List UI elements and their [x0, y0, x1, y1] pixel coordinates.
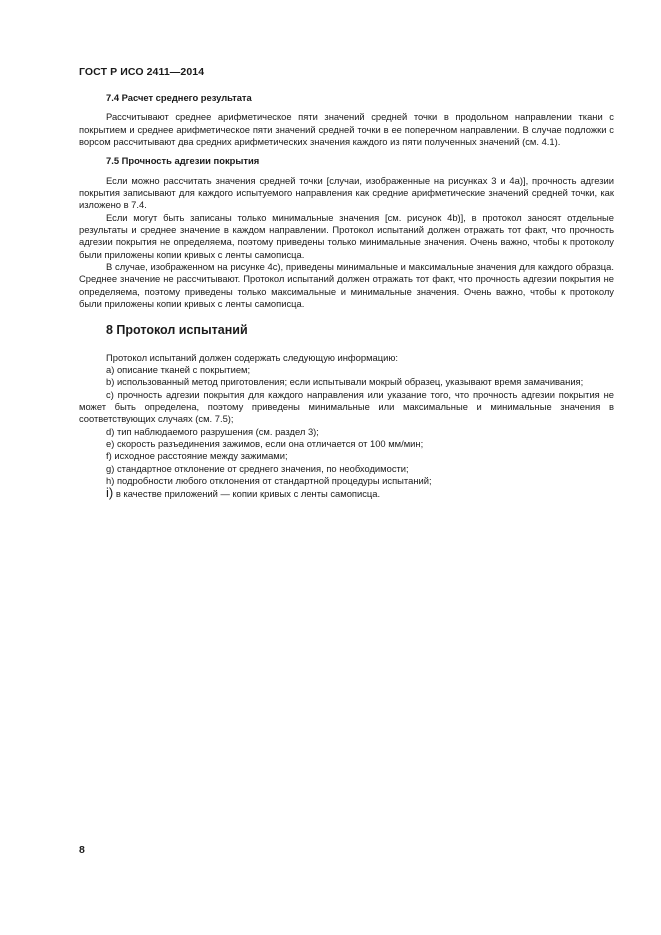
section-8-heading: 8 Протокол испытаний [106, 322, 248, 337]
section-7-5-paragraph-3: В случае, изображенном на рисунке 4с), приведены минимальные и максимальные значения для каждого образца. Среднее значение не рассчитывают. Протокол испытаний должен отражать тот факт, что прочность адгезии покрытия не определяема, поэтому приведены только максимальные и минимальные значения. Очень важно, чтобы к протоколу были приложены копии кривых с ленты самописца. [79, 261, 614, 310]
page-content [79, 92, 614, 501]
list-item-text: в качестве приложений — копии кривых с ленты самописца. [113, 488, 381, 500]
section-7-5-paragraph-2: Если могут быть записаны только минимальные значения [см. рисунок 4b)], в протокол заносят отдельные результаты и среднее значение в каждом направлении. Протокол испытаний должен отражать тот факт, что прочность адгезии покрытия не определяема, поэтому приведены только минимальные значения. Очень важно, чтобы к протоколу были приложены копии кривых с ленты самописца. [79, 211, 614, 260]
list-item: f) исходное расстояние между зажимами; [106, 450, 288, 462]
report-items-list [79, 364, 614, 501]
list-item: c) прочность адгезии покрытия для каждого направления или указание того, что прочность адгезии покрытия не может быть определена, поэтому приведены минимальные или максимальные и минимальные значения в соответствующих случаях (см. 7.5); [79, 388, 614, 425]
section-7-5-paragraph-1: Если можно рассчитать значения средней точки [случаи, изображенные на рисунках 3 и 4а)], прочность адгезии покрытия записывают для каждого испытуемого направления как средние арифметические значений средней точки, как изложено в 7.4. [79, 174, 614, 211]
section-7-5-heading: 7.5 Прочность адгезии покрытия [106, 155, 260, 167]
list-item: g) стандартное отклонение от среднего значения, по необходимости; [106, 462, 409, 474]
list-item-marker: i) [106, 485, 114, 501]
list-item: b) использованный метод приготовления; если испытывали мокрый образец, указывают время замачивания; [106, 376, 584, 388]
list-item: h) подробности любого отклонения от стандартной процедуры испытаний; [106, 474, 432, 486]
list-item-last [79, 487, 614, 500]
section-7-4-paragraph: Рассчитывают среднее арифметическое пяти значений средней точки в продольном направлении ткани с покрытием и среднее арифметическое пяти значений средней точки в ее поперечном направлении. В случае подложки с ворсом рассчитывают два средних арифметических значения каждого из пяти полученных значений (см. 4.1). [79, 111, 614, 148]
list-item: e) скорость разъединения зажимов, если она отличается от 100 мм/мин; [106, 437, 424, 449]
running-header: ГОСТ Р ИСО 2411—2014 [79, 66, 205, 78]
list-item: a) описание тканей с покрытием; [106, 363, 251, 375]
list-item: d) тип наблюдаемого разрушения (см. раздел 3); [106, 425, 319, 437]
page-number: 8 [79, 844, 85, 856]
section-7-4-heading: 7.4 Расчет среднего результата [106, 92, 252, 103]
section-8-intro: Протокол испытаний должен содержать следующую информацию: [106, 351, 398, 363]
